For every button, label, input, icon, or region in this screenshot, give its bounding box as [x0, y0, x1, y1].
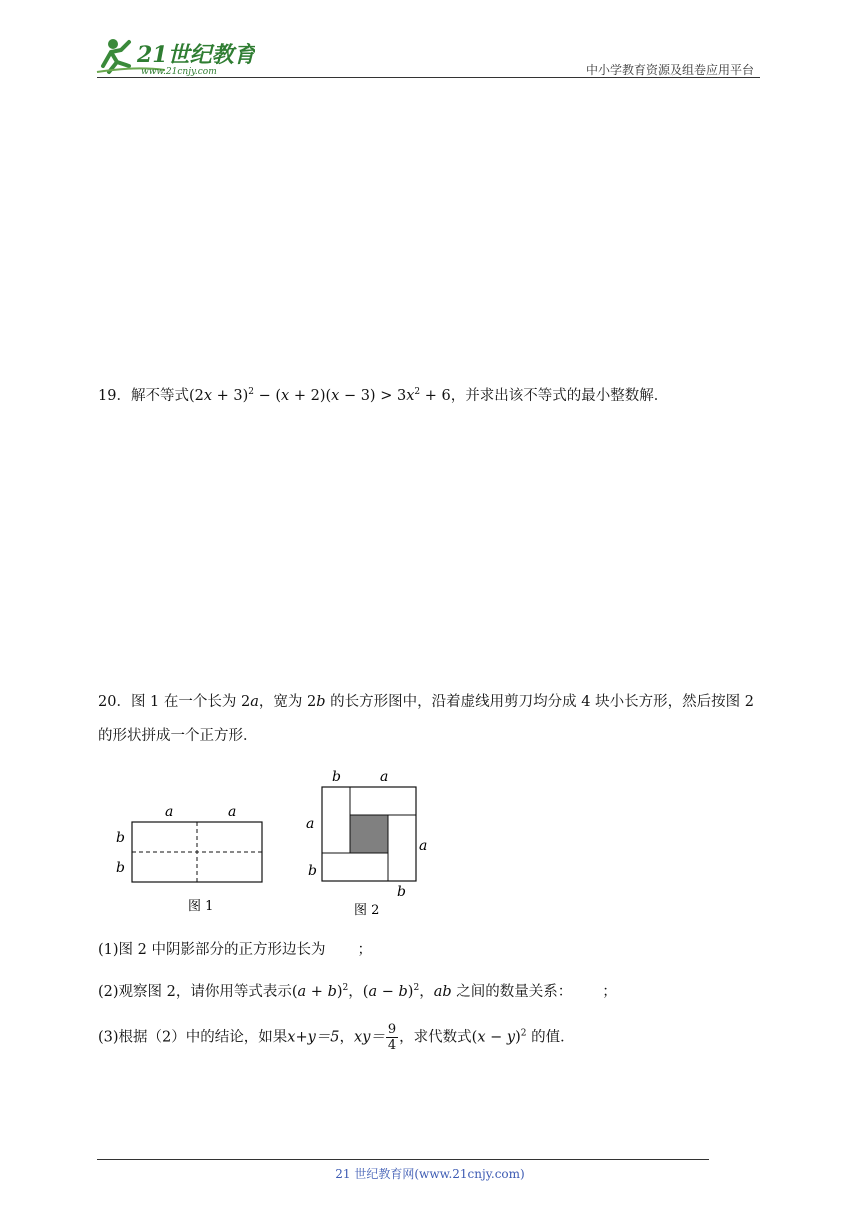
fig2-shaded-square	[350, 815, 388, 853]
logo-text: 21世纪教育	[137, 42, 255, 68]
logo-graphic	[95, 36, 255, 80]
q19-number: 19．	[98, 388, 131, 404]
fig2-label-b-top: b	[332, 769, 341, 785]
q19-inequality: $(2x + 3)^2 - (x + 2)(x - 3) > 3x^2 + 6$	[188, 387, 451, 404]
q20-part2: (2)观察图 2，请你用等式表示$(a + b)^2$，$(a - b)^2$，ab 之间的数量关系： ；	[98, 983, 617, 1000]
q20-fraction: $\frac{9}{4}$	[387, 1022, 397, 1053]
fig2-rect-top	[350, 787, 416, 815]
fig2-label-a-left: a	[306, 816, 315, 832]
q19-prefix: 解不等式	[130, 388, 189, 404]
header-rule	[97, 77, 760, 78]
question-20-line2: 的形状拼成一个正方形．	[98, 728, 258, 744]
q20-part3: (3)根据（2）中的结论，如果x+y＝5，xy＝ $\frac{9}{4}$ ，求代数式$(x - y)^2$ 的值．	[98, 1022, 575, 1053]
figure-1	[110, 800, 280, 920]
q20-part1: (1)图 2 中阴影部分的正方形边长为 ；	[98, 942, 372, 958]
q19-suffix: ，并求出该不等式的最小整数解．	[450, 388, 669, 404]
fig2-label-b-left: b	[308, 863, 317, 879]
fig1-label-b-bottom: b	[116, 860, 125, 876]
fig2-rect-right	[388, 815, 416, 881]
fig2-rect-bottom	[322, 853, 388, 881]
question-19	[98, 382, 668, 406]
figure-2	[300, 765, 440, 920]
fig2-caption: 图 2	[354, 903, 380, 918]
footer-site[interactable]: 21 世纪教育网(www.21cnjy.com)	[335, 1167, 525, 1181]
site-logo	[95, 36, 255, 80]
fig2-label-a-top: a	[380, 769, 389, 785]
header-platform-name: 中小学教育资源及组卷应用平台	[585, 63, 754, 77]
fig1-label-a-right: a	[228, 804, 237, 820]
fig2-label-a-right: a	[419, 838, 428, 854]
fig1-label-b-top: b	[116, 830, 125, 846]
fig2-rect-left	[322, 787, 350, 853]
fig2-label-b-bottom: b	[397, 884, 406, 900]
logo-url: www.21cnjy.com	[141, 67, 217, 77]
fig1-label-a-left: a	[165, 804, 174, 820]
question-20-line1: 20．图 1 在一个长为 2a，宽为 2b 的长方形图中，沿着虚线用剪刀均分成 4 块小长方形，然后按图 2	[98, 694, 754, 710]
footer-rule	[97, 1159, 709, 1160]
fig1-caption: 图 1	[188, 899, 214, 914]
